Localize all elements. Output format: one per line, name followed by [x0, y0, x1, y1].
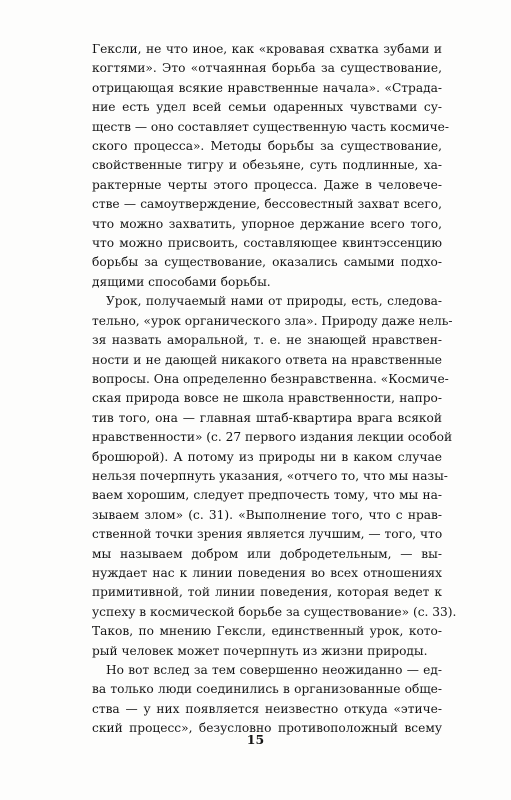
- text-line: ства — у них появляется неизвестно откуда «этиче-: [92, 701, 442, 716]
- text-line: рактерные черты этого процесса. Даже в человече-: [92, 177, 442, 192]
- text-line: когтями». Это «отчаянная борьба за существование,: [92, 61, 442, 76]
- text-line: брошюрой). А потому из природы ни в каком случае: [92, 449, 442, 464]
- text-line: ская природа вовсе не школа нравственности, напро-: [92, 391, 442, 406]
- text-line: Но вот вслед за тем совершенно неожиданно — ед-: [106, 663, 442, 677]
- paragraph: [92, 292, 457, 661]
- page-number: 15: [246, 732, 265, 747]
- text-line: Гексли, не что иное, как «кровавая схватка зубами и: [92, 42, 442, 56]
- text-line: нельзя почерпнуть указания, «отчего то, что мы назы-: [92, 468, 448, 483]
- text-line: ности и не дающей никакого ответа на нравственные: [92, 352, 442, 367]
- text-line: дящими способами борьбы.: [92, 274, 271, 289]
- text-line: вопросы. Она определенно безнравственна. «Космиче-: [92, 371, 449, 386]
- text-line: рый человек может почерпнуть из жизни природы.: [92, 643, 428, 658]
- text-line: мы называем добром или добродетельным, — вы-: [92, 546, 442, 561]
- text-line: отрицающая всякие нравственные начала». «Страда-: [92, 80, 442, 95]
- text-line: стве — самоутверждение, бессовестный захват всего,: [92, 197, 442, 212]
- text-line: примитивной, той линии поведения, которая ведет к: [92, 585, 442, 600]
- text-line: что можно захватить, упорное держание всего того,: [92, 216, 442, 231]
- text-line: ственной точки зрения является лучшим, — того, что: [92, 527, 443, 542]
- text-line: борьбы за существование, оказались самыми подхо-: [92, 255, 442, 270]
- text-line: нравственности» (с. 27 первого издания лекции особой: [92, 430, 453, 445]
- text-line: ществ — оно составляет существенную часть космиче-: [92, 119, 449, 134]
- text-line: Урок, получаемый нами от природы, есть, следова-: [106, 294, 442, 309]
- text-line: ского процесса». Методы борьбы за существование,: [92, 139, 442, 154]
- body-text: [92, 40, 457, 739]
- text-line: ва только люди соединились в организованные обще-: [92, 682, 442, 697]
- text-line: нуждает нас к линии поведения во всех отношениях: [92, 565, 442, 580]
- text-line: успеху в космической борьбе за существование» (с. 33).: [92, 604, 457, 619]
- paragraph: [92, 40, 449, 292]
- text-line: ние есть удел всей семьи одаренных чувствами су-: [92, 100, 442, 115]
- text-line: ский процесс», безусловно противоположный всему: [92, 721, 442, 736]
- text-line: что можно присвоить, составляющее квинтэссенцию: [92, 236, 442, 251]
- text-line: зываем злом» (с. 31). «Выполнение того, что с нрав-: [92, 507, 442, 522]
- text-line: тельно, «урок органического зла». Природу даже нель-: [92, 313, 453, 328]
- text-line: ваем хорошим, следует предпочесть тому, что мы на-: [92, 488, 442, 503]
- text-line: зя назвать аморальной, т. е. не знающей нравствен-: [92, 333, 442, 348]
- text-line: свойственные тигру и обезьяне, суть подлинные, ха-: [92, 158, 442, 173]
- text-line: Таков, по мнению Гексли, единственный урок, кото-: [92, 624, 442, 639]
- text-line: тив того, она — главная штаб-квартира врага всякой: [92, 410, 442, 425]
- paragraph: [92, 661, 442, 739]
